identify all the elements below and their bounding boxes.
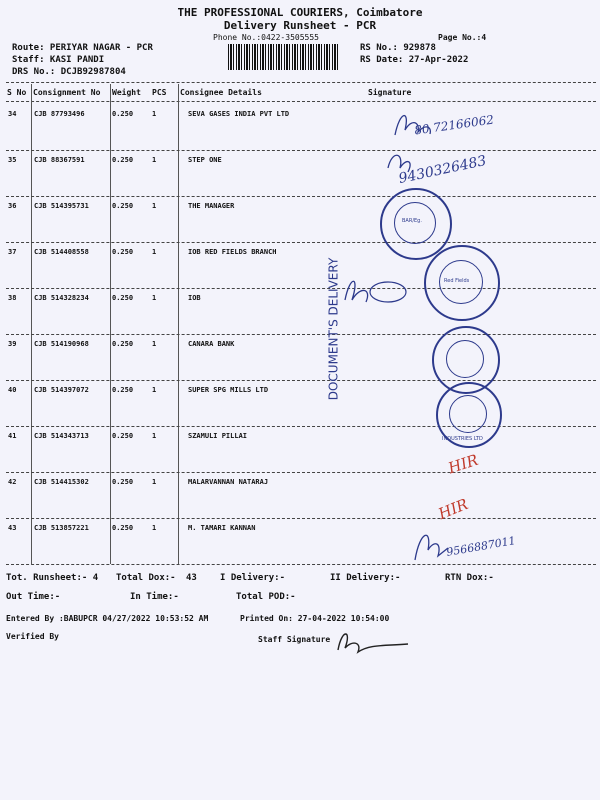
handwritten-note: HIR xyxy=(445,450,481,478)
row-consignee: M. TAMARI KANNAN xyxy=(188,524,256,532)
row-weight: 0.250 xyxy=(112,340,134,348)
row-consignee: STEP ONE xyxy=(188,156,222,164)
row-weight: 0.250 xyxy=(112,524,134,532)
rubber-stamp xyxy=(380,188,452,260)
in-time: In Time:- xyxy=(130,592,179,602)
col-consignee: Consignee Details xyxy=(180,88,262,97)
documents-delivery-stamp: DOCUMENT'S DELIVERY xyxy=(326,257,341,401)
total-runsheet: Tot. Runsheet:- 4 xyxy=(6,573,99,583)
row-consignment-no: CJB 514328234 xyxy=(34,294,89,302)
drs-number: DRS No.: DCJB92987804 xyxy=(12,67,126,77)
row-consignment-no: CJB 514190968 xyxy=(34,340,89,348)
row-pcs: 1 xyxy=(152,478,157,486)
row-consignee: MALARVANNAN NATARAJ xyxy=(188,478,269,486)
col-sno: S No xyxy=(7,88,27,97)
signature-scribble xyxy=(345,281,368,302)
handwritten-phone: 9566887011 xyxy=(445,534,517,559)
col-weight: Weight xyxy=(112,88,141,97)
row-consignment-no: CJB 87793496 xyxy=(34,110,85,118)
row-sno: 37 xyxy=(8,248,17,256)
row-sno: 41 xyxy=(8,432,17,440)
row-weight: 0.250 xyxy=(112,248,134,256)
handwritten-phone: 9430326483 xyxy=(397,152,488,188)
row-consignee: IOB xyxy=(188,294,201,302)
row-sno: 38 xyxy=(8,294,17,302)
row-consignee: SUPER SPG MILLS LTD xyxy=(188,386,269,394)
out-time: Out Time:- xyxy=(6,592,61,602)
stamp-inner-ring xyxy=(446,340,484,378)
row-sno: 39 xyxy=(8,340,17,348)
row-consignment-no: CJB 514408558 xyxy=(34,248,89,256)
page-number: Page No.:4 xyxy=(438,33,487,42)
row-consignee: IOB RED FIELDS BRANCH xyxy=(188,248,277,256)
verified-by: Verified By xyxy=(6,632,59,641)
rs-date: RS Date: 27-Apr-2022 xyxy=(360,55,469,65)
staff-name: Staff: KASI PANDI xyxy=(12,55,105,65)
rubber-stamp xyxy=(436,382,502,448)
row-pcs: 1 xyxy=(152,248,157,256)
row-pcs: 1 xyxy=(152,110,157,118)
row-sno: 36 xyxy=(8,202,17,210)
row-sno: 40 xyxy=(8,386,17,394)
staff-signature-label: Staff Signature xyxy=(258,635,331,644)
row-consignment-no: CJB 514395731 xyxy=(34,202,89,210)
company-title: THE PROFESSIONAL COURIERS, Coimbatore xyxy=(177,6,423,19)
row-consignee: SZAMULI PILLAI xyxy=(188,432,248,440)
row-consignee: SEVA GASES INDIA PVT LTD xyxy=(188,110,290,118)
row-sno: 42 xyxy=(8,478,17,486)
rtn-dox: RTN Dox:- xyxy=(445,573,494,583)
row-pcs: 1 xyxy=(152,432,157,440)
row-weight: 0.250 xyxy=(112,202,134,210)
row-sno: 43 xyxy=(8,524,17,532)
total-dox-label: Total Dox:- xyxy=(116,573,176,583)
row-consignment-no: CJB 514397072 xyxy=(34,386,89,394)
ii-delivery: II Delivery:- xyxy=(330,573,401,583)
col-pcs: PCS xyxy=(152,88,167,97)
row-weight: 0.250 xyxy=(112,110,134,118)
row-consignment-no: CJB 514343713 xyxy=(34,432,89,440)
row-pcs: 1 xyxy=(152,524,157,532)
stamp-inner-ring xyxy=(449,395,487,433)
row-pcs: 1 xyxy=(152,156,157,164)
route: Route: PERIYAR NAGAR - PCR xyxy=(12,43,153,53)
row-consignment-no: CJB 88367591 xyxy=(34,156,85,164)
printed-on: Printed On: 27-04-2022 10:54:00 xyxy=(240,614,390,623)
col-consignment: Consignment No xyxy=(33,88,101,97)
row-sno: 34 xyxy=(8,110,17,118)
row-weight: 0.250 xyxy=(112,386,134,394)
signature-scribble xyxy=(415,535,448,560)
handwritten-phone: 80 72166062 xyxy=(413,112,495,138)
phone-number: Phone No.:0422-3505555 xyxy=(213,33,319,42)
row-pcs: 1 xyxy=(152,340,157,348)
row-pcs: 1 xyxy=(152,294,157,302)
stamp-text: BAR/Eg. xyxy=(402,218,422,224)
row-sno: 35 xyxy=(8,156,17,164)
sheet-title: Delivery Runsheet - PCR xyxy=(223,19,377,32)
stamp-text: Red Fields xyxy=(444,278,470,284)
i-delivery: I Delivery:- xyxy=(220,573,286,583)
staff-signature-scribble xyxy=(338,634,408,652)
col-signature: Signature xyxy=(368,88,412,97)
row-consignment-no: CJB 514415302 xyxy=(34,478,89,486)
handwritten-note: HIR xyxy=(435,494,471,524)
signature-scribble xyxy=(370,282,406,302)
row-weight: 0.250 xyxy=(112,432,134,440)
row-weight: 0.250 xyxy=(112,294,134,302)
row-weight: 0.250 xyxy=(112,478,134,486)
row-consignee: THE MANAGER xyxy=(188,202,235,210)
row-weight: 0.250 xyxy=(112,156,134,164)
rs-number: RS No.: 929878 xyxy=(360,43,436,53)
rubber-stamp xyxy=(424,245,500,321)
stamp-text: INDUSTRIES LTD xyxy=(442,436,483,442)
entered-by: Entered By :BABUPCR 04/27/2022 10:53:52 AM xyxy=(6,614,209,623)
row-pcs: 1 xyxy=(152,202,157,210)
total-dox-value: 43 xyxy=(186,573,197,583)
row-pcs: 1 xyxy=(152,386,157,394)
row-consignee: CANARA BANK xyxy=(188,340,235,348)
total-pod: Total POD:- xyxy=(236,592,296,602)
row-consignment-no: CJB 513857221 xyxy=(34,524,89,532)
